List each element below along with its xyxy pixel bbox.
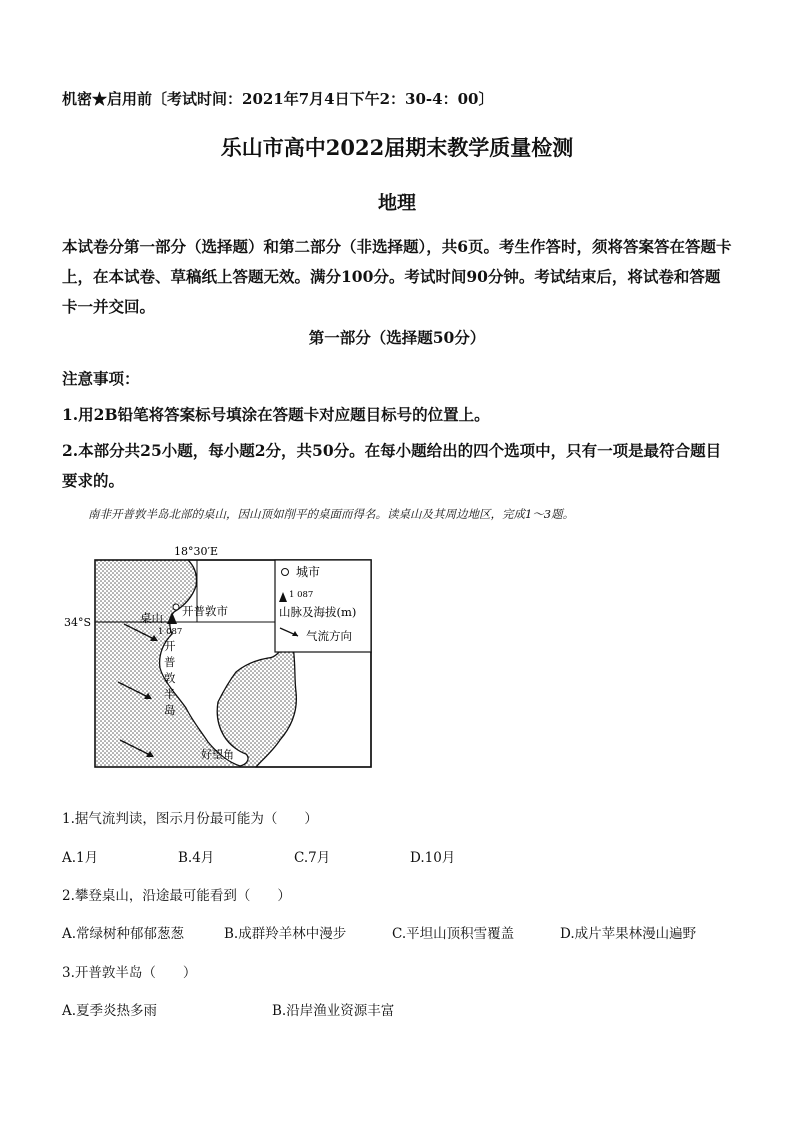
question-1-option-a[interactable]: A.1月 (62, 850, 99, 866)
label-cape: 好望角 (201, 748, 234, 761)
cape-town-icon (173, 604, 179, 610)
question-1-option-d[interactable]: D.10月 (410, 850, 456, 866)
question-2-stem: 2.攀登桌山，沿途最可能看到（ ） (62, 888, 291, 904)
label-cape-town: 开普敦市 (182, 604, 228, 618)
question-1-stem: 1.据气流判读，图示月份最可能为（ ） (62, 811, 318, 827)
legend-city: 城市 (296, 565, 321, 579)
exam-title: 乐山市高中2022届期末教学质量检测 (220, 135, 574, 160)
instructions-paragraph: 本试卷分第一部分（选择题）和第二部分（非选择题），共6页。考生作答时，须将答案答在答题卡上，在本试卷、草稿纸上答题无效。满分100分。考试时间90分钟。考试结束后，将试卷和答题卡一并交回。 (62, 237, 732, 316)
label-peninsula-1: 开 (164, 639, 176, 653)
question-2-option-d[interactable]: D.成片苹果林漫山遍野 (560, 926, 697, 942)
label-latitude: 34°S (64, 616, 92, 629)
legend-mountain: 山脉及海拔(m) (279, 605, 357, 619)
label-peninsula-5: 岛 (164, 703, 176, 717)
question-2-option-a[interactable]: A.常绿树种郁郁葱葱 (62, 926, 185, 942)
question-3-stem: 3.开普敦半岛（ ） (62, 965, 197, 981)
question-1-option-c[interactable]: C.7月 (294, 850, 331, 866)
question-3-option-a[interactable]: A.夏季炎热多雨 (62, 1003, 158, 1019)
note-2: 2.本部分共25小题，每小题2分，共50分。在每小题给出的四个选项中，只有一项是最符合题目要求的。 (62, 441, 722, 490)
question-1-option-b[interactable]: B.4月 (178, 850, 215, 866)
label-elevation: 1 087 (158, 627, 183, 637)
note-1: 1.用2B铅笔将答案标号填涂在答题卡对应题目标号的位置上。 (62, 405, 490, 424)
question-2-option-c[interactable]: C.平坦山顶积雪覆盖 (392, 926, 515, 942)
label-longitude: 18°30′E (174, 545, 219, 558)
subject-title: 地理 (377, 192, 416, 214)
label-peninsula-4: 半 (164, 687, 176, 701)
label-peninsula-2: 普 (164, 655, 176, 669)
city-icon (282, 569, 289, 576)
legend-elevation: 1 087 (289, 590, 314, 600)
confidential-note: 机密★启用前〔考试时间：2021年7月4日下午2：30-4：00〕 (62, 90, 494, 108)
legend-wind: 气流方向 (306, 629, 352, 643)
question-3-option-b[interactable]: B.沿岸渔业资源丰富 (272, 1003, 395, 1019)
label-table-mountain: 桌山 (140, 611, 163, 625)
map-figure (60, 540, 380, 772)
question-2-option-b[interactable]: B.成群羚羊林中漫步 (224, 926, 347, 942)
section-title: 第一部分（选择题50分） (308, 328, 486, 347)
notes-heading: 注意事项： (62, 369, 140, 388)
question-intro: 南非开普敦半岛北部的桌山，因山顶如削平的桌面而得名。读桌山及其周边地区，完成1～3题。 (88, 507, 575, 521)
label-peninsula-3: 敦 (164, 671, 176, 685)
